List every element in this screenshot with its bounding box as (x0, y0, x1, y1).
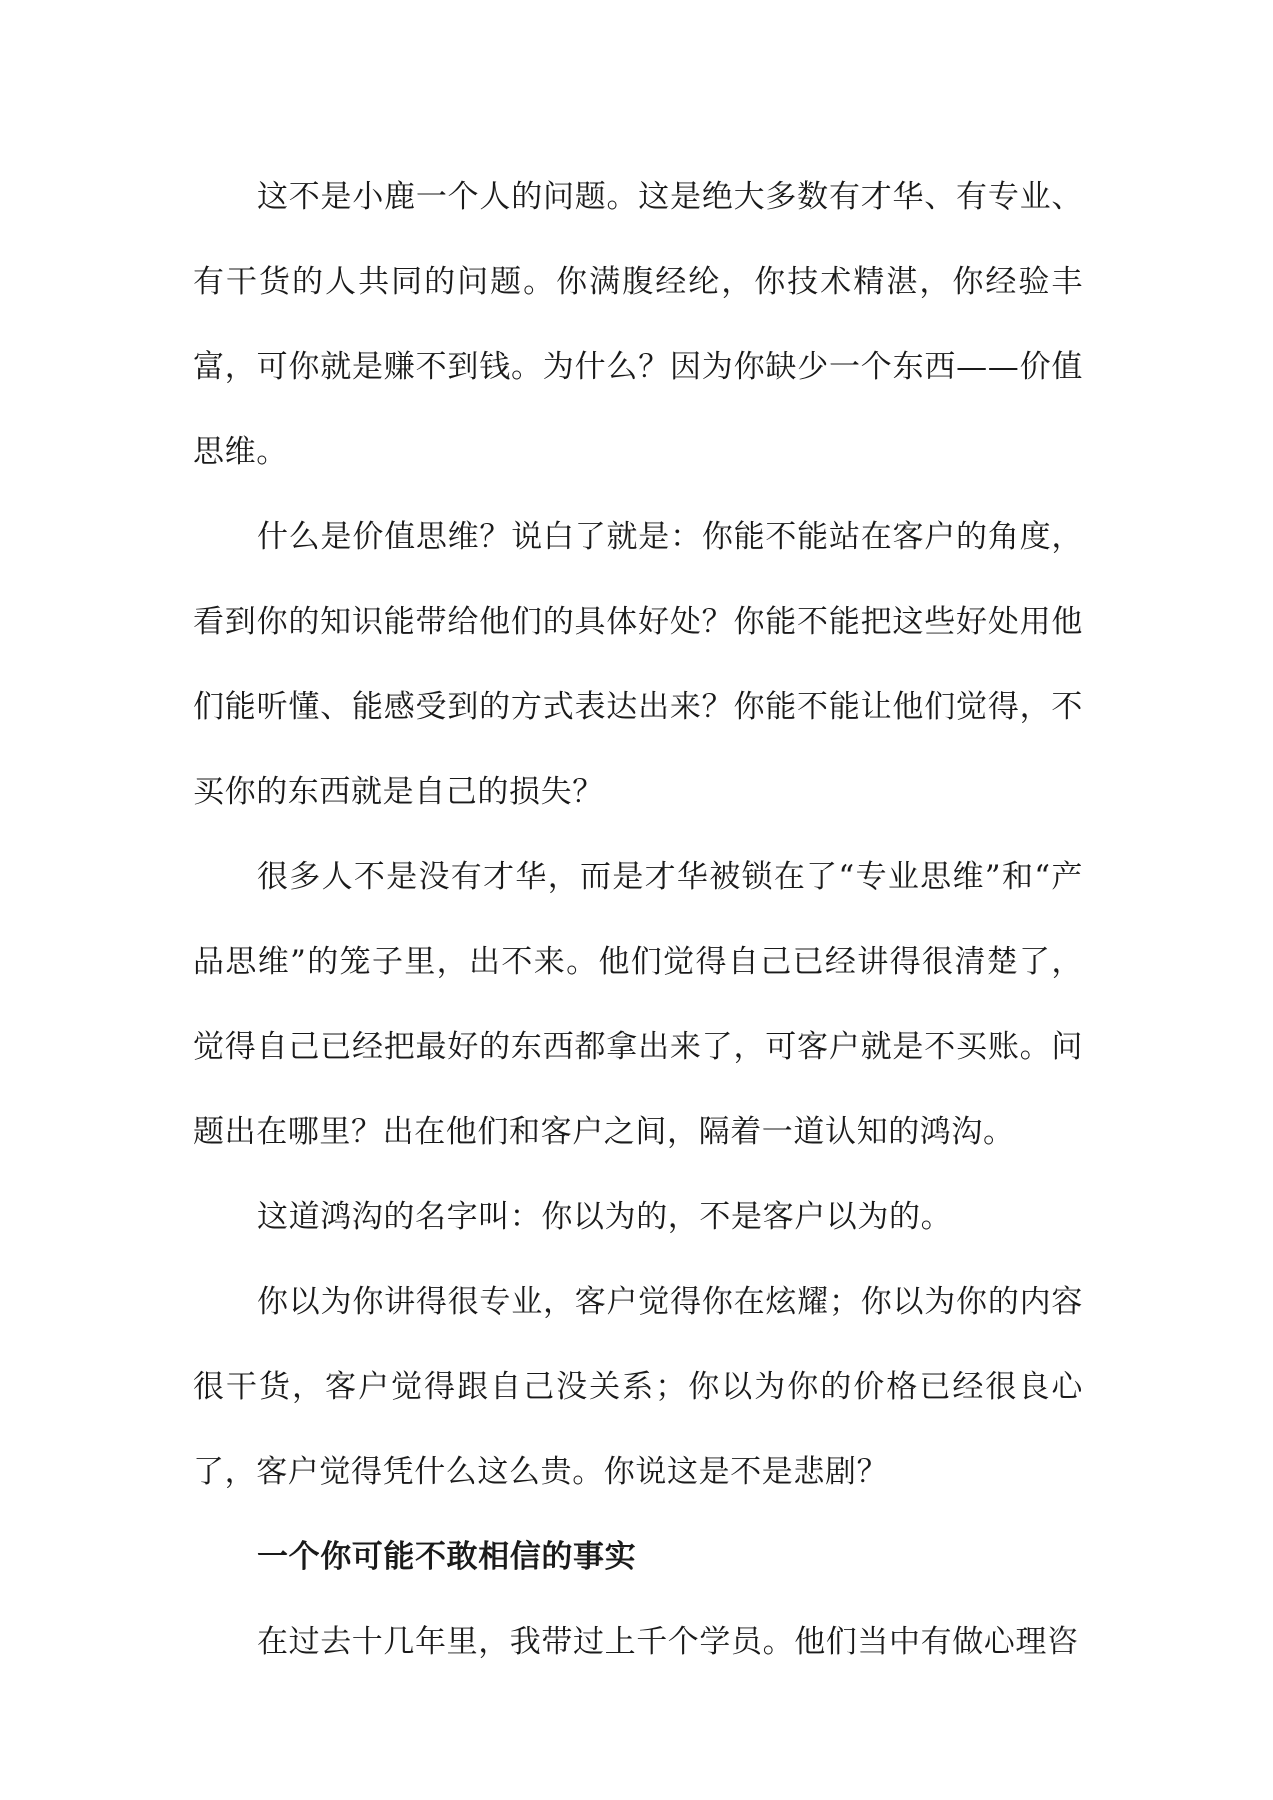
document-body (193, 155, 1083, 1685)
section-heading: 一个你可能不敢相信的事实 (257, 1539, 637, 1575)
paragraph-5: 你以为你讲得很专业，客户觉得你在炫耀；你以为你的内容很干货，客户觉得跟自己没关系；你以为你的价格已经很良心了，客户觉得凭什么这么贵。你说这是不是悲剧？ (193, 1284, 1083, 1490)
paragraph-2: 什么是价值思维？说白了就是：你能不能站在客户的角度，看到你的知识能带给他们的具体好处？你能不能把这些好处用他们能听懂、能感受到的方式表达出来？你能不能让他们觉得，不买你的东西就是自己的损失？ (193, 519, 1083, 810)
paragraph-1: 这不是小鹿一个人的问题。这是绝大多数有才华、有专业、有干货的人共同的问题。你满腹经纶，你技术精湛，你经验丰富，可你就是赚不到钱。为什么？因为你缺少一个东西——价值思维。 (193, 179, 1083, 470)
paragraph-6: 在过去十几年里，我带过上千个学员。他们当中有做心理咨 (257, 1624, 1079, 1660)
paragraph-4: 这道鸿沟的名字叫：你以为的，不是客户以为的。 (257, 1199, 953, 1235)
paragraph-3: 很多人不是没有才华，而是才华被锁在了“专业思维”和“产品思维”的笼子里，出不来。他们觉得自己已经讲得很清楚了，觉得自己已经把最好的东西都拿出来了，可客户就是不买账。问题出在哪里？出在他们和客户之间，隔着一道认知的鸿沟。 (193, 859, 1083, 1150)
